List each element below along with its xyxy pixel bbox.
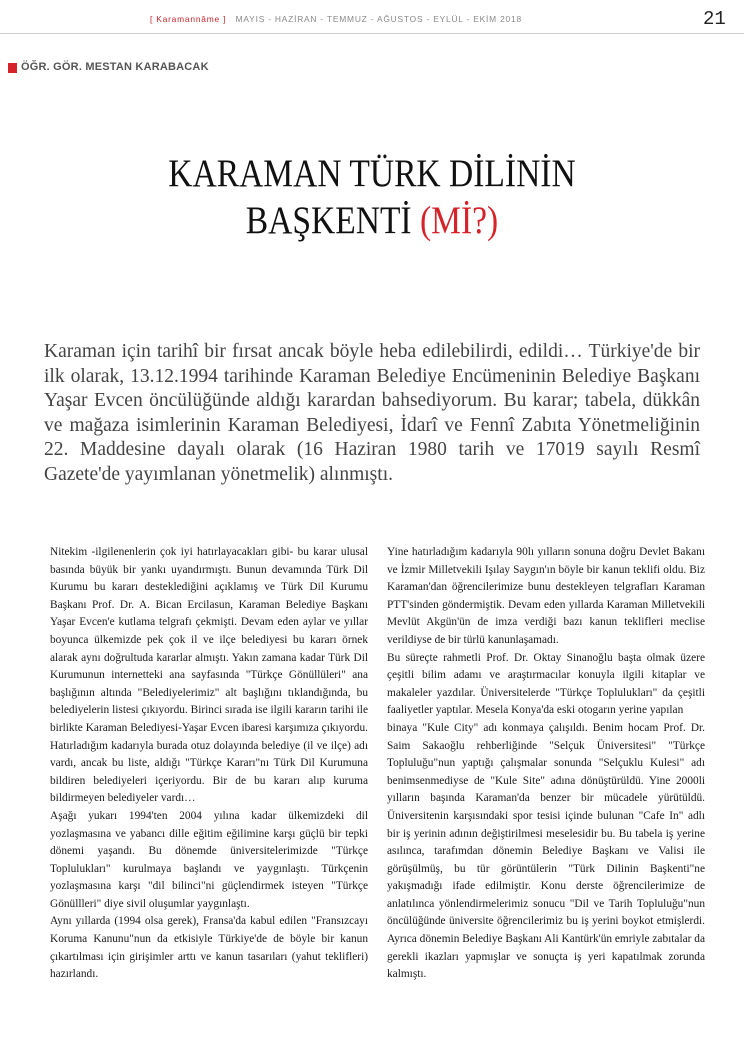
author-name: ÖĞR. GÖR. MESTAN KARABACAK [21,61,209,73]
lead-paragraph: Karaman için tarihî bir fırsat ancak böyle heba edilebilirdi, edildi… Türkiye'de bir ilk olarak, 13.12.1994 tarihinde Karaman Belediye Encümeninin Belediye Başkanı Yaşar Evcen öncülüğünde aldığı karardan bahsediyorum. Bu karar; tabela, dükkân ve mağaza isimlerinin Karaman Belediyesi, İdarî ve Fennî Zabıta Yönetmeliğinin 22. Maddesine dayalı olarak (16 Haziran 1980 tarih ve 17019 sayılı Resmî Gazete'de yayımlanan yönetmelik) alınmıştı. [44,341,700,485]
body-paragraph: binaya "Kule City" adı konmaya çalışıldı. Benim hocam Prof. Dr. Saim Sakaoğlu rehberliğinde "Selçuk Üniversitesi" "Türkçe Topluluğu"nun yaptığı çalışmalar sonunda "Selçuklu Kulesi" adı benimsenmediyse de "Kule Site" adına dönüştürüldü. Yine 2000li yılların başında Karaman'da benzer bir mücadele yürütüldü. Üniversitenin karşısındaki spor tesisi içinde bulunan "Cafe In" adlı bir iş yerinin adının değiştirilmesi meselesidir bu. Bu tabela iş yerine asılınca, tarafımdan dönemin Belediye Başkanı ve Valisi ile görüşülmüş, bu tür görüntülerin "Türk Dilinin Başkenti"ne yakışmadığı ifade edilmiştir. Konu derste öğrencilerimize de anlatılınca yönlendirmelerimiz sonucu "Dil ve Tarih Topluluğu"nun öncülüğünde üniversite öğrencilerimiz bu iş yerini boykot etmişlerdi. Ayrıca dönemin Belediye Başkanı Ali Kantürk'ün emriyle zabıtalar da gerekli ikazları yapmışlar ve sonuçta iş yeri kapatılmak zorunda kalmıştı. [387,721,705,981]
article-title [52,150,692,244]
body-paragraph: Bu süreçte rahmetli Prof. Dr. Oktay Sinanoğlu başta olmak üzere çeşitli bilim adamı ve araştırmacılar konuyla ilgili kitaplar ve makaleler yazdılar. Üniversitelerde "Türkçe Toplulukları" da çeşitli faaliyetler yaptılar. Mesela Konya'da eski otogarın yerine yapılan [387,651,705,717]
body-column-left [50,544,368,984]
author-marker-square [8,63,17,73]
title-accent: (Mİ?) [419,199,499,242]
body-column-right [387,544,705,984]
running-header [150,14,580,24]
title-line-1: KARAMAN TÜRK DİLİNİN [168,152,576,195]
magazine-name: [ Karamannâme ] [150,14,227,24]
body-paragraph: Nitekim -ilgilenenlerin çok iyi hatırlayacakları gibi- bu karar ulusal basında büyük bir yankı uyandırmıştı. Bunun devamında Türk Dil Kurumu bu kararı desteklediğini açıklamış ve Türk Dil Kurumu Başkanı Prof. Dr. A. Bican Ercilasun, Karaman Belediye Başkanı Yaşar Evcen'e kutlama telgrafı çekmişti. Devam eden aylar ve yıllar boyunca ülkemizde pek çok il ve ilçe belediyesi bu kararı örnek alarak aynı doğrultuda kararlar almıştı. Yakın zamana kadar Türk Dil Kurumunun internetteki ana sayfasında "Türkçe Gönüllüleri" ana başlığının altında "Belediyelerimiz" alt başlığını tıklandığında, bu belediyelerin listesi çıkıyordu. Birinci sırada ise ilgili kararın tarihi ile birlikte Karaman Belediyesi-Yaşar Evcen ibaresi karşımıza çıkıyordu. Hatırladığım kadarıyla burada otuz dolayında belediye (il ve ilçe) adı vardı, ancak bu liste, aldığı "Türkçe Kararı"nı Türk Dil Kurumuna bildiren belediyeleri içeriyordu. Bir de bu kararı alıp kuruma bildirmeyen belediyeler vardı… [50,546,368,805]
body-paragraph: Aşağı yukarı 1994'ten 2004 yılına kadar ülkemizdeki dil yozlaşmasına ve yabancı dille eğitim eğilimine karşı güçlü bir tepki dönemi yaşandı. Bu dönemde üniversitelerimizde "Türkçe Toplulukları" kurulmaya başlandı ve yaygınlaştı. Türkçenin yozlaşmasına karşı "dil bilinci"ni güçlendirmek isteyen "Türkçe Gönüllleri" diye sivil oluşumlar yaygınlaştı. [50,809,368,910]
header-divider [0,33,744,34]
body-paragraph: Aynı yıllarda (1994 olsa gerek), Fransa'da kabul edilen "Fransızcayı Koruma Kanunu"nun da etkisiyle Türkiye'de de böyle bir kanun çıkartılması için girişimler arttı ve kanun tasarıları (yahut teklifleri) hazırlandı. [50,915,368,981]
body-paragraph: Yine hatırladığım kadarıyla 90lı yılların sonuna doğru Devlet Bakanı ve İzmir Milletvekili Işılay Saygın'ın böyle bir kanun teklifi oldu. Biz Karaman'dan öğrencilerimize bunu destekleyen telgrafları Karaman PTT'sinden göndermiştik. Devam eden yıllarda Karaman Milletvekili Mevlüt Akgün'ün de imza verdiği bazı kanun teklifleri meclise verildiyse de bir türlü kanunlaşamadı. [387,546,705,646]
page-number: 21 [703,8,726,30]
title-line-2: BAŞKENTİ [245,199,412,242]
issue-months: MAYIS - HAZİRAN - TEMMUZ - AĞUSTOS - EYLÜL - EKİM 2018 [235,14,522,24]
